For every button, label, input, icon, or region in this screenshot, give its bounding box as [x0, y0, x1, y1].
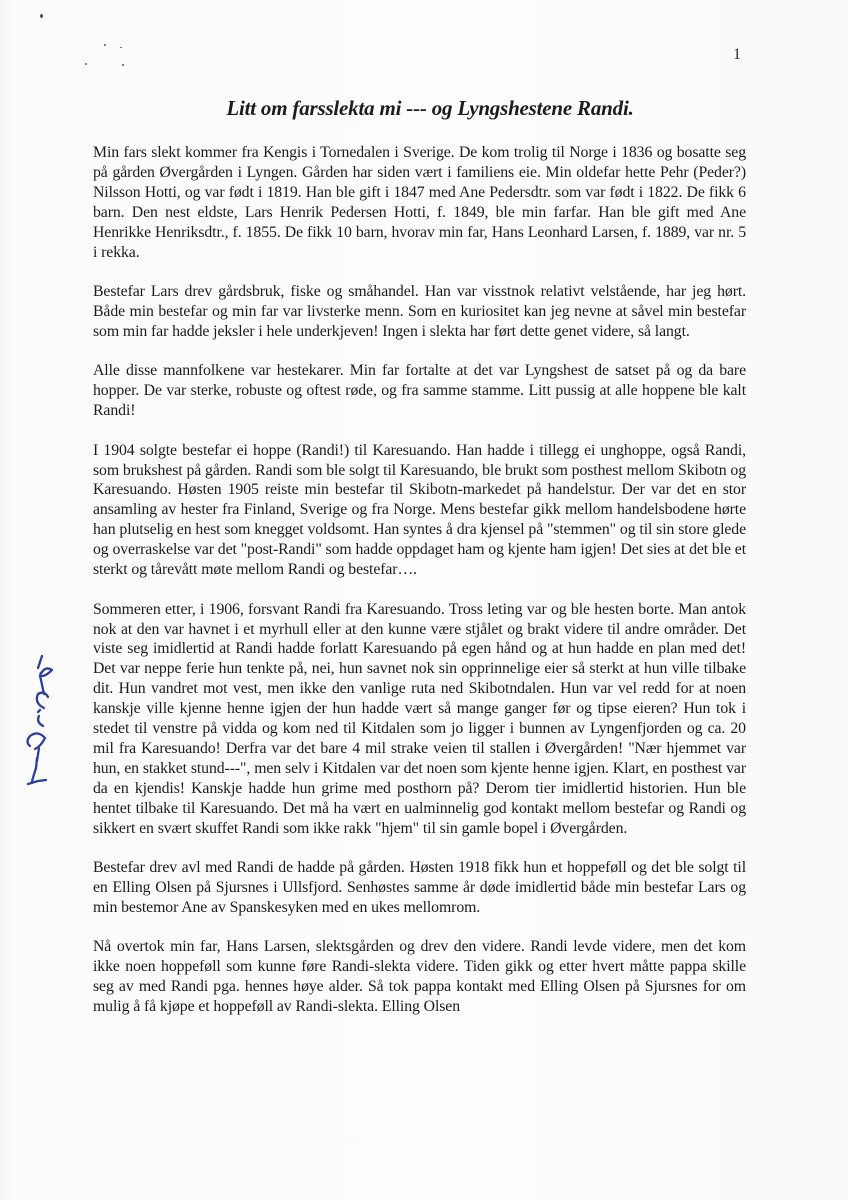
scan-speck: [122, 64, 124, 66]
paragraph: Alle disse mannfolkene var hestekarer. Min far fortalte at det var Lyngshest de satset på og da bare hopper. De var sterke, robuste og oftest røde, og fra samme stamme. Litt pussig at alle hoppene ble kalt Randi!: [93, 362, 746, 420]
body-text: [93, 143, 746, 1037]
scan-speck: [104, 44, 106, 46]
document-title: Litt om farsslekta mi --- og Lyngshestene Randi.: [226, 96, 634, 120]
paragraph: Nå overtok min far, Hans Larsen, slektsgården og drev den videre. Randi levde videre, men det kom ikke noen hoppeføll som kunne føre Randi-slekta videre. Tiden gikk og etter hvert måtte pappa skille seg av med Randi pga. hennes høye alder. Så tok pappa kontakt med Elling Olsen på Sjursnes for om mulig å få kjøpe et hoppeføll av Randi-slekta. Elling Olsen: [93, 938, 746, 1016]
paragraph: Sommeren etter, i 1906, forsvant Randi fra Karesuando. Tross leting var og ble hesten borte. Man antok nok at den var havnet i et myrhull eller at den kunne være stjålet og brakt videre til andre områder. Det viste seg imidlertid at Randi hadde forlatt Karesuando på egen hånd og at hun hadde en plan med det! Det var neppe ferie hun tenkte på, nei, hun savnet nok sin opprinnelige eier så sterkt at hun ville tilbake dit. Hun vandret mot vest, men ikke den vanlige ruta ned Skibotndalen. Hun var vel redd for at noen kanskje ville kjenne henne igjen der hun hadde vært så mange ganger før og tipse eieren? Hun tok i stedet til venstre på vidda og kom ned til Kitdalen som jo ligger i bunnen av Lyngenfjorden og ca. 20 mil fra Karesuando! Derfra var det bare 4 mil strake veien til stallen i Øvergården! "Nær hjemmet var hun, en stakket stund---", men selv i Kitdalen var det noen som kjente henne igjen. Klart, en posthest var da en kjendis! Kanskje hadde hun grime med posthorn på? Derom tier imidlertid historien. Hun ble hentet tilbake til Karesuando. Det må ha vært en ualminnelig god kontakt mellom bestefar og Randi og sikkert en svært skuffet Randi som ikke rakk "hjem" til sin gamle bopel i Øvergården.: [93, 600, 746, 837]
paragraph: Bestefar drev avl med Randi de hadde på gården. Høsten 1918 fikk hun et hoppeføll og det ble solgt til en Elling Olsen på Sjursnes i Ullsfjord. Senhøstes samme år døde imidlertid både min bestefar Lars og min bestemor Ane av Spanskesyken med en ukes mellomrom.: [93, 859, 746, 916]
scan-speck: [85, 63, 87, 65]
page-number: 1: [733, 46, 741, 63]
paragraph: Min fars slekt kommer fra Kengis i Tornedalen i Sverige. De kom trolig til Norge i 1836 og bosatte seg på gården Øvergården i Lyngen. Gården har siden vært i familiens eie. Min oldefar hette Pehr (Peder?) Nilsson Hotti, og var født i 1819. Han ble gift i 1847 med Ane Pedersdtr. som var født i 1822. De fikk 6 barn. Den nest eldste, Lars Henrik Pedersen Hotti, f. 1849, ble min farfar. Han ble gift med Ane Henrikke Henriksdtr., f. 1855. De fikk 10 barn, hvorav min far, Hans Leonhard Larsen, f. 1889, var nr. 5 i rekka.: [93, 144, 746, 261]
scan-speck: [120, 47, 122, 48]
handwritten-margin-note: [8, 650, 80, 790]
paragraph: Bestefar Lars drev gårdsbruk, fiske og småhandel. Han var visstnok relativt velstående, har jeg hørt. Både min bestefar og min far var livsterke menn. Som en kuriositet kan jeg nevne at såvel min bestefar som min far hadde jeksler i hele underkjeven! Ingen i slekta har ført dette genet videre, så langt.: [93, 283, 746, 340]
paragraph: I 1904 solgte bestefar ei hoppe (Randi!) til Karesuando. Han hadde i tillegg ei unghoppe, også Randi, som brukshest på gården. Randi som ble solgt til Karesuando, ble brukt som posthest mellom Skibotn og Karesuando. Høsten 1905 reiste min bestefar til Skibotn-markedet på handelstur. Der var det en stor ansamling av hester fra Finland, Sverige og fra Norge. Mens bestefar gikk mellom handelsbodene hørte han plutselig en hest som knegget voldsomt. Han syntes å dra kjensel på "stemmen" og til sin store glede og overraskelse var det "post-Randi" som hadde oppdaget ham og kjente ham igjen! Det sies at det ble et sterkt og tårevått møte mellom Randi og bestefar….: [93, 441, 746, 579]
scan-speck: [40, 14, 43, 18]
